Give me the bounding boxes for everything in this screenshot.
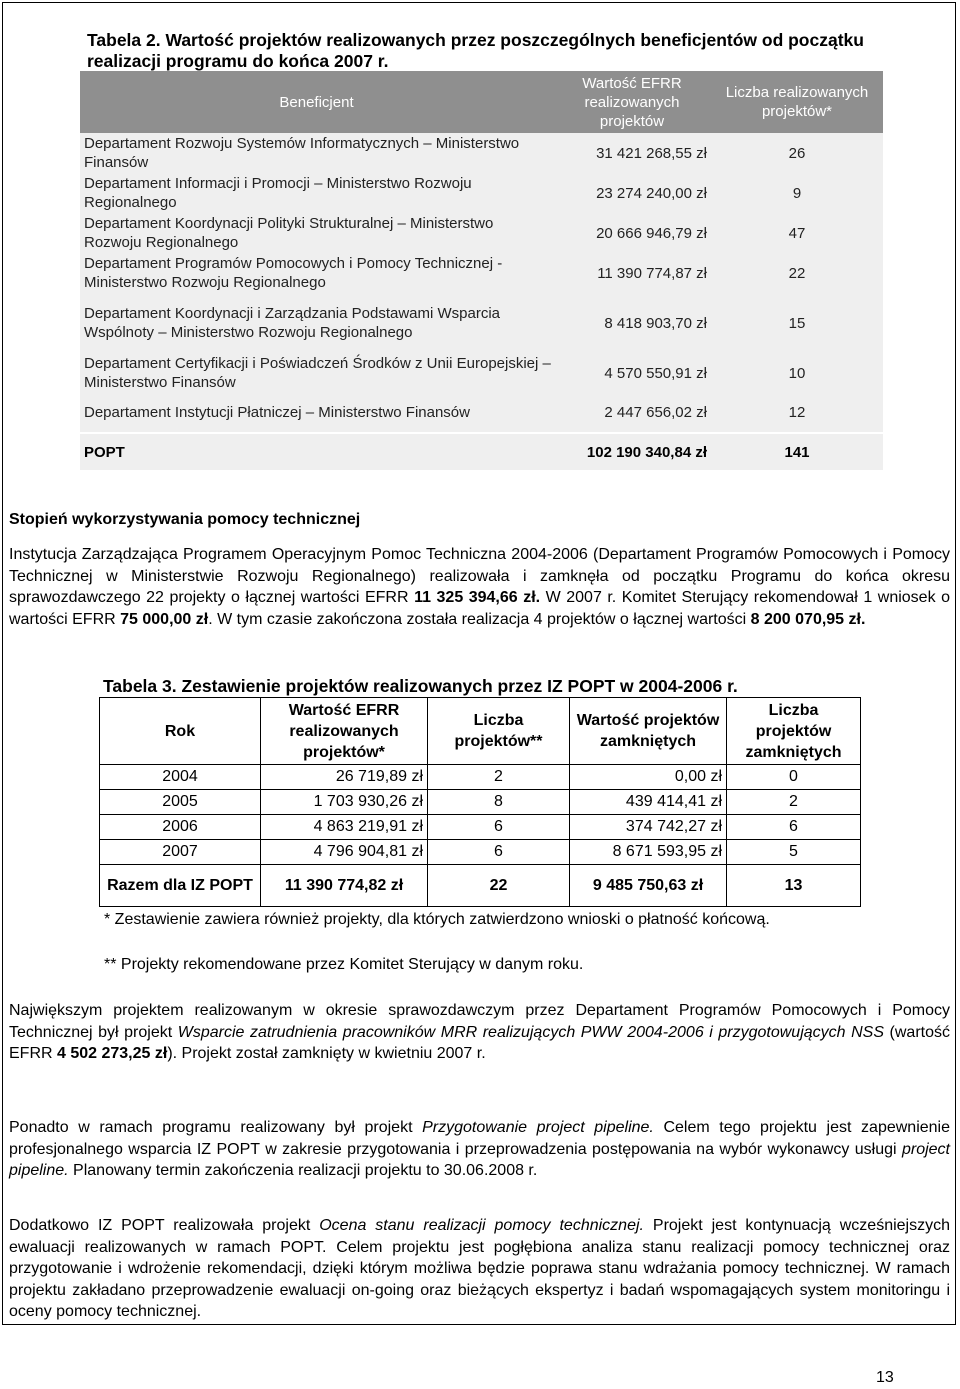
footnote-1: * Zestawienie zawiera również projekty, dla których zatwierdzono wnioski o płatność końcową. (104, 911, 770, 928)
closed-value: 8 671 593,95 zł (570, 840, 727, 865)
efrr-value: 31 421 268,55 zł (553, 133, 711, 173)
efrr-value: 1 703 930,26 zł (261, 790, 428, 815)
table3-header-row (100, 698, 861, 765)
closed-count: 5 (727, 840, 861, 865)
project-count: 15 (711, 293, 883, 353)
efrr-value: 2 447 656,02 zł (553, 393, 711, 433)
total-closed-count: 13 (727, 865, 861, 907)
table3-header-closed-value: Wartość projektów zamkniętych (570, 698, 727, 765)
total-label: POPT (80, 433, 553, 470)
table-row (80, 213, 883, 253)
year: 2006 (100, 815, 261, 840)
paragraph-2: Największym projektem realizowanym w okresie sprawozdawczym przez Departament Programów Pomocowych i Pomocy Technicznej był projekt Wsparcie zatrudnienia pracowników MRR realizujących PWW 2004-2006 i przygotowujących NSS (wartość EFRR 4 502 273,25 zł). Projekt został zamknięty w kwietniu 2007 r. (9, 1002, 951, 1062)
closed-value: 439 414,41 zł (570, 790, 727, 815)
table3 (99, 697, 861, 907)
beneficiary-name: Departament Rozwoju Systemów Informatycznych – Ministerstwo Finansów (80, 133, 553, 173)
efrr-value: 26 719,89 zł (261, 765, 428, 790)
total-value: 102 190 340,84 zł (553, 433, 711, 470)
closed-count: 6 (727, 815, 861, 840)
paragraph-4: Dodatkowo IZ POPT realizowała projekt Ocena stanu realizacji pomocy technicznej. Projekt jest kontynuacją wcześniejszych ewaluacji realizowanych w ramach POPT. Celem projektu jest pogłębiona analiza stanu realizacji pomocy technicznej oraz przygotowanie i wdrożenie rekomendacji, dzięki którym możliwa będzie poprawa stanu wdrażania pomocy technicznej. W ramach projektu zakładano przeprowadzenie ewaluacji on-going oraz bieżących ekspertyz i badań wspomagających system monitoringu i oceny pomocy technicznej. (9, 1217, 951, 1320)
table-row (100, 815, 861, 840)
table3-header-closed-count: Liczba projektów zamkniętych (727, 698, 861, 765)
closed-count: 0 (727, 765, 861, 790)
beneficiary-name: Departament Koordynacji i Zarządzania Podstawami Wsparcia Wspólnoty – Ministerstwo Rozwoju Regionalnego (80, 293, 553, 353)
project-count: 47 (711, 213, 883, 253)
table3-total-row (100, 865, 861, 907)
paragraph-1: Instytucja Zarządzająca Programem Operacyjnym Pomoc Techniczna 2004-2006 (Departament Programów Pomocowych i Pomocy Technicznej w Ministerstwie Rozwoju Regionalnego) realizowała i zamknęła od początku Programu do końca okresu sprawozdawczego 22 projekty o łącznej wartości EFRR 11 325 394,66 zł. W 2007 r. Komitet Sterujący rekomendował 1 wniosek o wartości EFRR 75 000,00 zł. W tym czasie zakończona została realizacja 4 projektów o łącznej wartości 8 200 070,95 zł. (9, 546, 951, 628)
table3-header-value: Wartość EFRR realizowanych projektów* (261, 698, 428, 765)
total-value: 11 390 774,82 zł (261, 865, 428, 907)
project-count: 26 (711, 133, 883, 173)
efrr-value: 4 796 904,81 zł (261, 840, 428, 865)
table-row (80, 253, 883, 293)
closed-value: 0,00 zł (570, 765, 727, 790)
project-count: 10 (711, 353, 883, 393)
beneficiary-name: Departament Certyfikacji i Poświadczeń Środków z Unii Europejskiej – Ministerstwo Finansów (80, 353, 553, 393)
table-row (100, 765, 861, 790)
table-row (80, 133, 883, 173)
table2-total-row (80, 433, 883, 470)
paragraph-3: Ponadto w ramach programu realizowany był projekt Przygotowanie project pipeline. Celem tego projektu jest zapewnienie profesjonalnego wsparcia IZ POPT w zakresie przygotowania i przeprowadzenia postępowania na wybór wykonawcy usługi project pipeline. Planowany termin zakończenia realizacji projektu to 30.06.2008 r. (9, 1119, 950, 1179)
project-count: 8 (428, 790, 570, 815)
table3-title: Tabela 3. Zestawienie projektów realizowanych przez IZ POPT w 2004-2006 r. (103, 676, 738, 696)
table-row (100, 790, 861, 815)
table-row (80, 353, 883, 393)
closed-count: 2 (727, 790, 861, 815)
table-row (100, 840, 861, 865)
year: 2005 (100, 790, 261, 815)
project-count: 6 (428, 815, 570, 840)
project-count: 6 (428, 840, 570, 865)
efrr-value: 11 390 774,87 zł (553, 253, 711, 293)
project-count: 9 (711, 173, 883, 213)
table-row (80, 393, 883, 433)
table3-header-year: Rok (100, 698, 261, 765)
total-closed-value: 9 485 750,63 zł (570, 865, 727, 907)
beneficiary-name: Departament Koordynacji Polityki Strukturalnej – Ministerstwo Rozwoju Regionalnego (80, 213, 553, 253)
beneficiary-name: Departament Programów Pomocowych i Pomocy Technicznej - Ministerstwo Rozwoju Regionalnego (80, 253, 553, 293)
table3-header-count: Liczba projektów** (428, 698, 570, 765)
beneficiary-name: Departament Informacji i Promocji – Ministerstwo Rozwoju Regionalnego (80, 173, 553, 213)
table2-title: Tabela 2. Wartość projektów realizowanych przez poszczególnych beneficjentów od początku realizacji programu do końca 2007 r. (87, 30, 864, 71)
beneficiary-name: Departament Instytucji Płatniczej – Ministerstwo Finansów (80, 393, 553, 433)
footnote-2: ** Projekty rekomendowane przez Komitet Sterujący w danym roku. (104, 956, 584, 973)
efrr-value: 4 863 219,91 zł (261, 815, 428, 840)
year: 2007 (100, 840, 261, 865)
total-label: Razem dla IZ POPT (100, 865, 261, 907)
table2-header-value: Wartość EFRR realizowanych projektów (553, 71, 711, 133)
project-count: 12 (711, 393, 883, 433)
table2-header-row (80, 71, 883, 133)
total-count: 141 (711, 433, 883, 470)
total-count: 22 (428, 865, 570, 907)
closed-value: 374 742,27 zł (570, 815, 727, 840)
project-count: 2 (428, 765, 570, 790)
table2 (80, 71, 883, 470)
page-number: 13 (876, 1369, 894, 1386)
efrr-value: 4 570 550,91 zł (553, 353, 711, 393)
table-row (80, 173, 883, 213)
table-row (80, 293, 883, 353)
year: 2004 (100, 765, 261, 790)
table2-header-count: Liczba realizowanych projektów* (711, 71, 883, 133)
table2-header-beneficiary: Beneficjent (80, 71, 553, 133)
section-heading: Stopień wykorzystywania pomocy technicznej (9, 511, 361, 528)
efrr-value: 20 666 946,79 zł (553, 213, 711, 253)
project-count: 22 (711, 253, 883, 293)
efrr-value: 23 274 240,00 zł (553, 173, 711, 213)
efrr-value: 8 418 903,70 zł (553, 293, 711, 353)
